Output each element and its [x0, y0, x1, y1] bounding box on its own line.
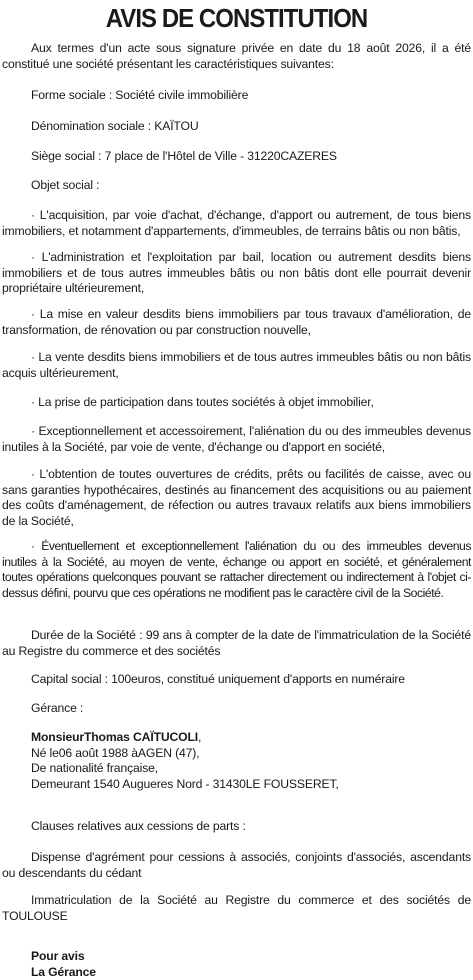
- gerant-birth-line: [2, 746, 471, 762]
- objet-item-text: · L'acquisition, par voie d'achat, d'échange, d'apport ou autrement, de tous biens immobiliers, et notamment d'appartements, d'immeubles, de terrains bâtis ou non bâtis,: [2, 208, 471, 238]
- objet-item-text: · L'administration et l'exploitation par bail, location ou autrement desdits biens immobiliers et de tous autres immeubles bâtis ou non bâtis dont elle pourrait devenir propriétaire ultérieurement,: [2, 250, 471, 296]
- gerant-birth: Né le06 août 1988 àAGEN (47),: [31, 745, 200, 760]
- objet-heading: [2, 178, 471, 194]
- objet-item: [2, 467, 471, 529]
- immatriculation-paragraph: [2, 893, 471, 924]
- gerant-name-line: [2, 730, 471, 746]
- objet-item: [2, 307, 471, 338]
- gerant-address-line: [2, 777, 471, 793]
- objet-item-text: · La mise en valeur desdits biens immobiliers par tous travaux d'amélioration, de transformation, de rénovation ou par construction nouvelle,: [2, 307, 471, 337]
- objet-item: [2, 395, 471, 411]
- gerant-name: MonsieurThomas CAÏTUCOLI: [31, 730, 199, 744]
- gerance-heading: [2, 701, 471, 717]
- objet-item: [2, 424, 471, 455]
- signature-block: [2, 949, 471, 980]
- objet-item: [2, 250, 471, 297]
- clauses-paragraph: [2, 850, 471, 881]
- objet-item-text: · L'obtention de toutes ouvertures de crédits, prêts ou facilités de caisse, avec ou sans garanties hypothécaires, destinés au financement des acquisitions ou au paiement des coûts d'aménagement, de réfection ou autres travaux relatifs aux biens immobiliers de la Société,: [2, 467, 471, 528]
- objet-item-text: · La vente desdits biens immobiliers et de tous autres immeubles bâtis ou non bâtis acquis ultérieurement,: [2, 350, 471, 380]
- objet-item: [2, 350, 471, 381]
- capital-paragraph: [2, 672, 471, 688]
- clauses-text: Dispense d'agrément pour cessions à associés, conjoints d'associés, ascendants ou descendants du cédant: [2, 850, 471, 880]
- immatriculation-text: Immatriculation de la Société au Registre du commerce et des sociétés de TOULOUSE: [2, 893, 471, 923]
- duree-paragraph: [2, 628, 471, 659]
- clauses-heading-text: Clauses relatives aux cessions de parts :: [31, 819, 246, 833]
- gerant-name-suffix: ,: [198, 730, 202, 744]
- gerant-nationality: De nationalité française,: [31, 761, 159, 776]
- gerant-address: Demeurant 1540 Augueres Nord - 31430LE FOUSSERET,: [31, 776, 339, 791]
- forme-sociale: [2, 88, 471, 104]
- duree-text: Durée de la Société : 99 ans à compter de la date de l'immatriculation de la Société au Registre du commerce et des sociétés: [2, 628, 471, 658]
- gerant-block: [2, 730, 471, 792]
- denomination-text: Dénomination sociale : KAÏTOU: [31, 119, 199, 133]
- siege-text: Siège social : 7 place de l'Hôtel de Ville - 31220CAZERES: [31, 149, 337, 163]
- clauses-heading: [2, 819, 471, 835]
- signature-line-2: [2, 965, 471, 980]
- intro-paragraph: [2, 41, 471, 72]
- signature-pour-avis: Pour avis: [31, 949, 85, 963]
- gerance-heading-text: Gérance :: [31, 701, 84, 715]
- objet-item-text: · La prise de participation dans toutes sociétés à objet immobilier,: [31, 395, 374, 409]
- denomination-sociale: [2, 119, 471, 135]
- gerant-nationality-line: [2, 761, 471, 777]
- objet-item-text: · Exceptionnellement et accessoirement, l'aliénation du ou des immeubles devenus inutiles à la Société, par voie de vente, d'échange ou d'apport en société,: [2, 424, 471, 454]
- intro-text: Aux termes d'un acte sous signature privée en date du 18 août 2026, il a été constitué une société présentant les caractéristiques suivantes:: [2, 41, 471, 71]
- notice-title: AVIS DE CONSTITUTION: [105, 3, 368, 33]
- signature-line-1: [2, 949, 471, 965]
- capital-text: Capital social : 100euros, constitué uniquement d'apports en numéraire: [31, 672, 405, 686]
- objet-item: [2, 208, 471, 239]
- signature-gerance: La Gérance: [31, 964, 96, 979]
- forme-text: Forme sociale : Société civile immobilière: [31, 88, 249, 102]
- siege-social: [2, 149, 471, 165]
- objet-item: [2, 539, 471, 601]
- objet-item-text: · Éventuellement et exceptionnellement l'aliénation du ou des immeubles devenus inutiles à la Société, au moyen de vente, échange ou apport en société, et généralement toutes opérations quelconques pouvant se rattacher directement ou indirectement à l'objet ci-dessus défini, pourvu que ces opérations ne modifient pas le caractère civil de la Société.: [2, 539, 471, 600]
- objet-heading-text: Objet social :: [31, 178, 100, 192]
